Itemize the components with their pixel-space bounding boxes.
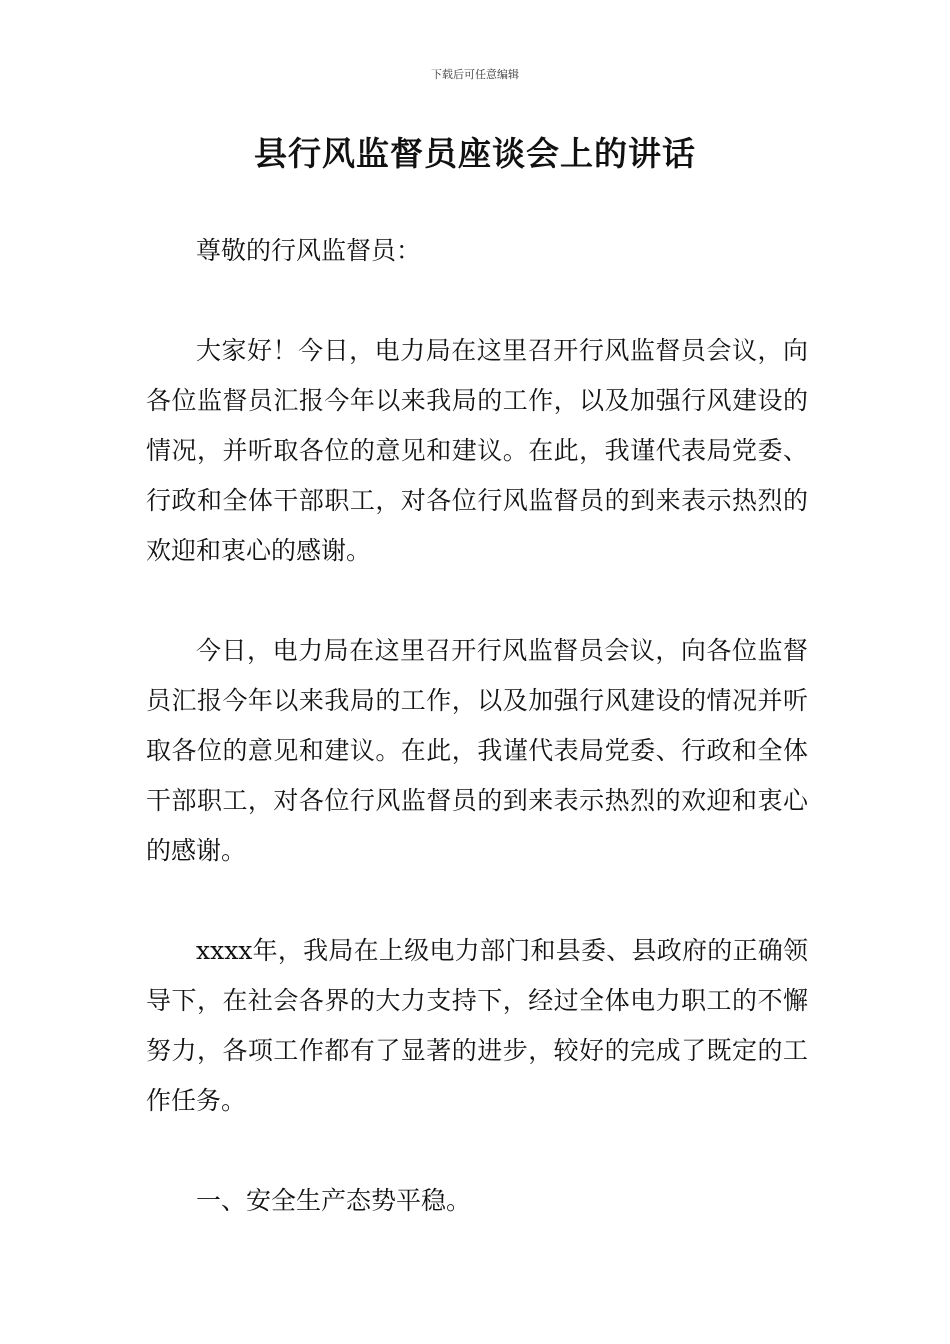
document-body: [146, 226, 808, 1226]
header-note: 下载后可任意编辑: [431, 68, 519, 81]
paragraph-gap: [146, 276, 808, 326]
paragraph-gap: [146, 876, 808, 926]
section-heading-safety: 一、安全生产态势平稳。: [196, 1186, 472, 1215]
salutation: 尊敬的行风监督员：: [196, 236, 422, 265]
paragraph-gap: [146, 576, 808, 626]
document-title: 县行风监督员座谈会上的讲话: [254, 134, 696, 173]
paragraph-opening: 大家好！今日，电力局在这里召开行风监督员会议，向各位监督员汇报今年以来我局的工作，以及加强行风建设的情况，并听取各位的意见和建议。在此，我谨代表局党委、行政和全体干部职工，对各位行风监督员的到来表示热烈的欢迎和衷心的感谢。: [146, 336, 808, 565]
paragraph-summary: xxxx年，我局在上级电力部门和县委、县政府的正确领导下，在社会各界的大力支持下，经过全体电力职工的不懈努力，各项工作都有了显著的进步，较好的完成了既定的工作任务。: [146, 936, 808, 1115]
paragraph-repeat: 今日，电力局在这里召开行风监督员会议，向各位监督员汇报今年以来我局的工作，以及加强行风建设的情况并听取各位的意见和建议。在此，我谨代表局党委、行政和全体干部职工，对各位行风监督员的到来表示热烈的欢迎和衷心的感谢。: [146, 636, 808, 865]
paragraph-gap: [146, 1126, 808, 1176]
